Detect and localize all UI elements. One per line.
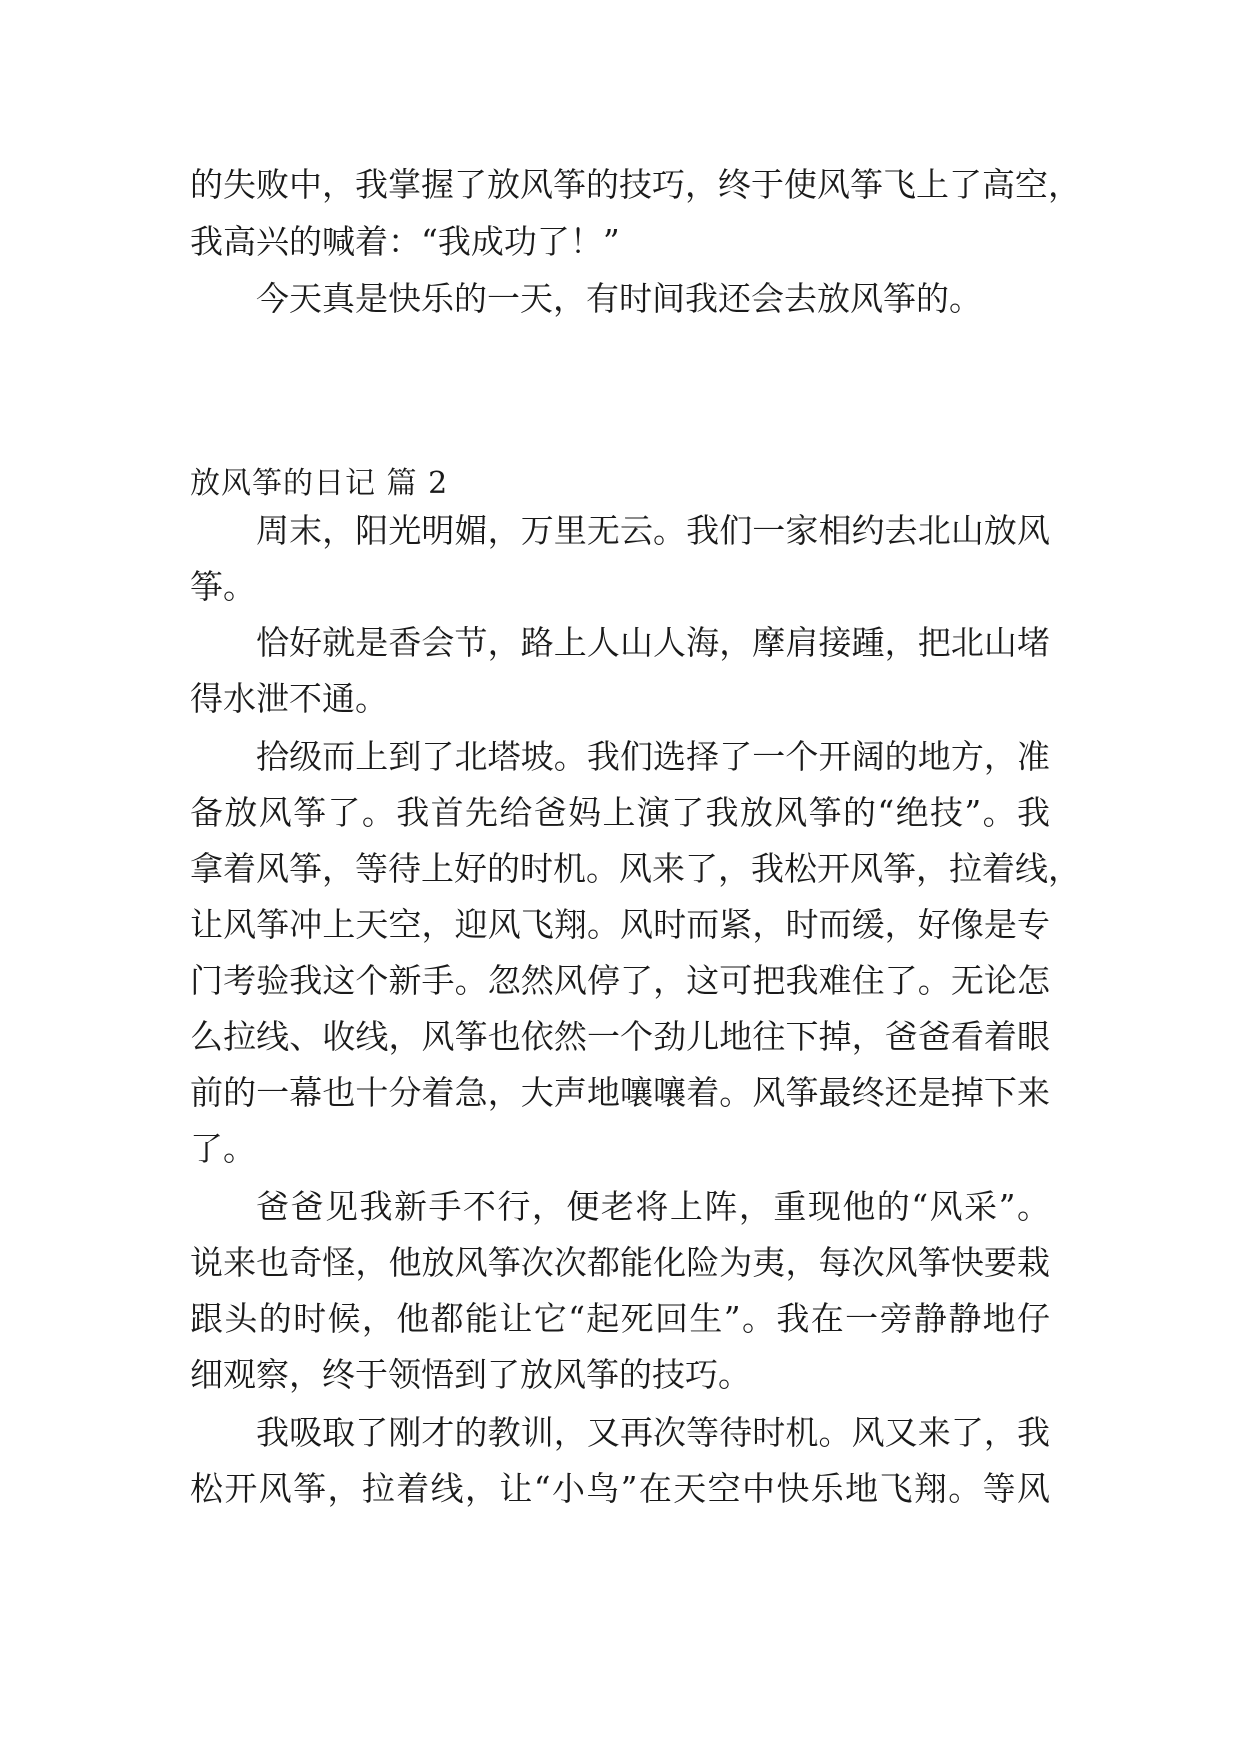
paragraph-line: 恰好就是香会节，路上人山人海，摩肩接踵，把北山堵: [256, 623, 1050, 662]
paragraph-line: 松开风筝，拉着线，让“小鸟”在天空中快乐地飞翔。等风: [190, 1469, 1050, 1508]
paragraph-line: 让风筝冲上天空，迎风飞翔。风时而紧，时而缓，好像是专: [190, 905, 1050, 944]
paragraph-line: 周末，阳光明媚，万里无云。我们一家相约去北山放风: [256, 511, 1050, 550]
paragraph-line: 筝。: [190, 567, 256, 606]
paragraph-line: 我吸取了刚才的教训，又再次等待时机。风又来了，我: [256, 1413, 1050, 1452]
paragraph-line: 备放风筝了。我首先给爸妈上演了我放风筝的“绝技”。我: [190, 793, 1050, 832]
paragraph-line: 得水泄不通。: [190, 679, 388, 718]
paragraph-line: 么拉线、收线，风筝也依然一个劲儿地往下掉，爸爸看着眼: [190, 1017, 1050, 1056]
paragraph-line: 说来也奇怪，他放风筝次次都能化险为夷，每次风筝快要栽: [190, 1243, 1050, 1282]
paragraph-line: 细观察，终于领悟到了放风筝的技巧。: [190, 1355, 751, 1394]
paragraph-line: 了。: [190, 1129, 256, 1168]
paragraph-line: 我高兴的喊着：“我成功了！”: [190, 222, 620, 261]
paragraph-line: 爸爸见我新手不行，便老将上阵，重现他的“风采”。: [256, 1187, 1050, 1226]
paragraph-line: 门考验我这个新手。忽然风停了，这可把我难住了。无论怎: [190, 961, 1050, 1000]
section-heading: 放风筝的日记 篇 2: [190, 466, 449, 501]
paragraph-line: 前的一幕也十分着急，大声地嚷嚷着。风筝最终还是掉下来: [190, 1073, 1050, 1112]
paragraph-line: 的失败中，我掌握了放风筝的技巧，终于使风筝飞上了高空，: [190, 165, 1081, 204]
paragraph-line: 今天真是快乐的一天，有时间我还会去放风筝的。: [256, 279, 982, 318]
paragraph-line: 跟头的时候，他都能让它“起死回生”。我在一旁静静地仔: [190, 1299, 1050, 1338]
paragraph-line: 拿着风筝，等待上好的时机。风来了，我松开风筝，拉着线，: [190, 849, 1081, 888]
paragraph-line: 拾级而上到了北塔坡。我们选择了一个开阔的地方，准: [256, 737, 1050, 776]
